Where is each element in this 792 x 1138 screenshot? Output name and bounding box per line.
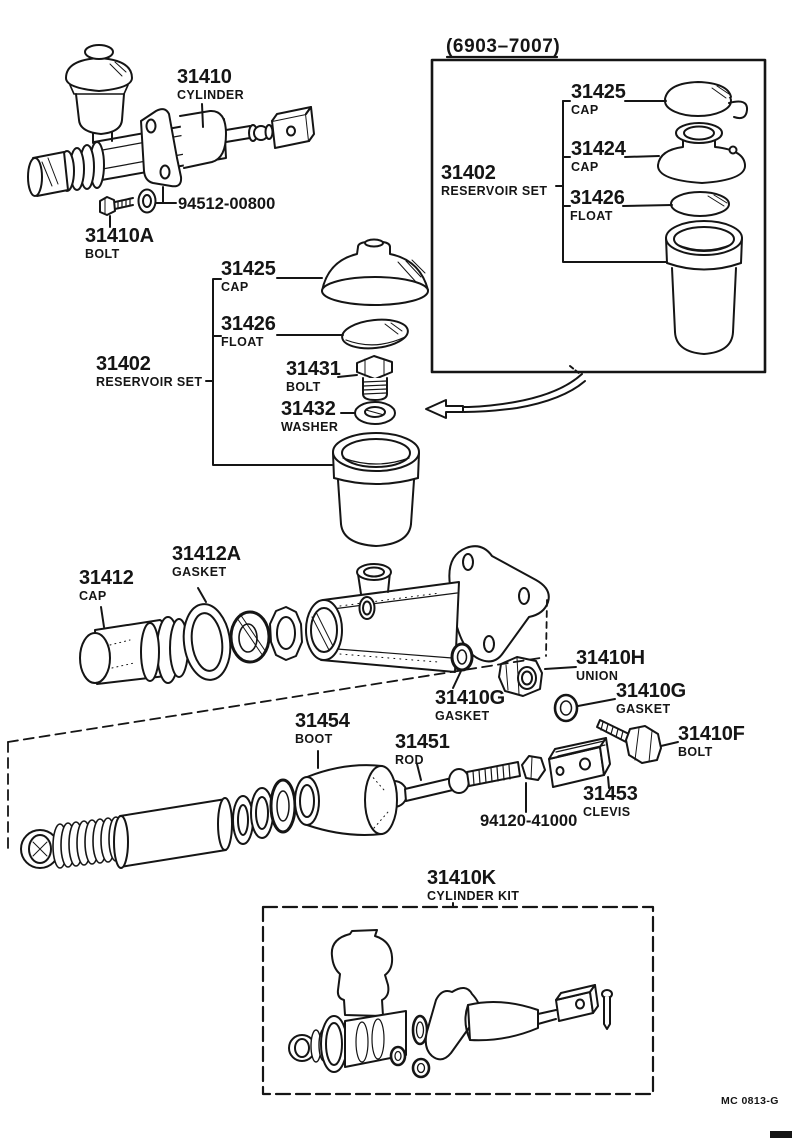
- part-number: 31410F: [678, 723, 745, 745]
- label-31410: [177, 67, 244, 102]
- label-31431: [286, 359, 341, 394]
- label-31426: [221, 314, 276, 349]
- part-name: CYLINDER KIT: [427, 889, 520, 903]
- leader-31410: [202, 104, 203, 127]
- part-name: GASKET: [172, 565, 227, 579]
- part-number: 31453: [583, 783, 638, 805]
- label-31425: [221, 259, 276, 294]
- part-number: 31410K: [427, 867, 496, 889]
- part-number: 31432: [281, 398, 336, 420]
- part-number: 31431: [286, 358, 341, 380]
- part-name: BOOT: [295, 732, 333, 746]
- part-number: 31426: [221, 313, 276, 335]
- part-number: 31410A: [85, 225, 154, 247]
- label-31412: [79, 568, 134, 603]
- part-name: FLOAT: [570, 209, 613, 223]
- inset-reservoir-set-drawing: [658, 82, 747, 354]
- part-name: CAP: [79, 589, 107, 603]
- label-31402-inset: [441, 163, 547, 198]
- label-31410k: [427, 868, 519, 903]
- arrowhead: [426, 400, 463, 418]
- part-number: 31402: [96, 353, 151, 375]
- part-name: GASKET: [616, 702, 671, 716]
- label-94512-00800: [178, 196, 275, 213]
- inset-bracket-lines: [556, 101, 672, 262]
- part-name: CAP: [571, 103, 599, 117]
- label-31451: [395, 732, 450, 767]
- part-number: 31412: [79, 567, 134, 589]
- label-31426-inset: [570, 188, 625, 223]
- corner-mark: [770, 1131, 792, 1138]
- part-number: 31424: [571, 138, 626, 160]
- label-31410g-right: [616, 681, 686, 716]
- part-number: 31425: [571, 81, 626, 103]
- leader-94512: [156, 187, 176, 203]
- part-name: ROD: [395, 753, 424, 767]
- part-name: GASKET: [435, 709, 490, 723]
- doc-code: [721, 1096, 779, 1107]
- part-name: CLEVIS: [583, 805, 631, 819]
- part-number: 94120-41000: [480, 812, 578, 830]
- leader-31412: [101, 607, 104, 627]
- leader-31410f: [661, 742, 678, 746]
- leader-31424-inset: [625, 156, 659, 157]
- label-31454: [295, 711, 350, 746]
- part-name: UNION: [576, 669, 619, 683]
- leader-31410h: [545, 667, 576, 669]
- part-number: 31410H: [576, 647, 645, 669]
- label-31410f: [678, 724, 745, 759]
- label-31432: [281, 399, 338, 434]
- doc-code-text: MC 0813-G: [721, 1095, 779, 1107]
- piston-rod-drawing: [21, 738, 610, 868]
- part-name: FLOAT: [221, 335, 264, 349]
- part-number: 31410: [177, 66, 232, 88]
- inset-date-range: [446, 37, 560, 56]
- part-number: 31410G: [616, 680, 686, 702]
- clutch-master-cylinder-drawing: [28, 45, 314, 196]
- label-31410a: [85, 226, 154, 261]
- leader-31412a: [198, 588, 206, 602]
- washer-94512-drawing: [139, 187, 177, 213]
- label-31424-inset: [571, 139, 626, 174]
- leader-31426-inset: [623, 205, 672, 206]
- label-31425-inset: [571, 82, 626, 117]
- part-name: RESERVOIR SET: [441, 184, 548, 198]
- part-name: BOLT: [286, 380, 321, 394]
- part-name: RESERVOIR SET: [96, 375, 203, 389]
- part-number: 31425: [221, 258, 276, 280]
- date-range-text: (6903–7007): [446, 36, 561, 57]
- label-31453: [583, 784, 638, 819]
- part-number: 31402: [441, 162, 496, 184]
- part-number: 31454: [295, 710, 350, 732]
- pointer-arrow: [426, 366, 585, 418]
- label-31412a: [172, 544, 241, 579]
- part-name: CYLINDER: [177, 88, 245, 102]
- part-name: CAP: [221, 280, 249, 294]
- leader-31410g-left: [453, 671, 461, 688]
- label-31402: [96, 354, 202, 389]
- part-name: BOLT: [85, 247, 120, 261]
- leader-31410g-right: [578, 699, 615, 706]
- cylinder-kit-box: [263, 903, 653, 1094]
- part-name: WASHER: [281, 420, 339, 434]
- part-name: CAP: [571, 160, 599, 174]
- part-number: 31410G: [435, 687, 505, 709]
- bolt-31410a-drawing: [100, 197, 133, 227]
- part-number: 94512-00800: [178, 195, 276, 213]
- part-number: 31412A: [172, 543, 241, 565]
- part-name: BOLT: [678, 745, 713, 759]
- label-31410g-left: [435, 688, 505, 723]
- part-number: 31426: [570, 187, 625, 209]
- part-number: 31451: [395, 731, 450, 753]
- label-94120-41000: [480, 813, 577, 830]
- label-31410h: [576, 648, 645, 683]
